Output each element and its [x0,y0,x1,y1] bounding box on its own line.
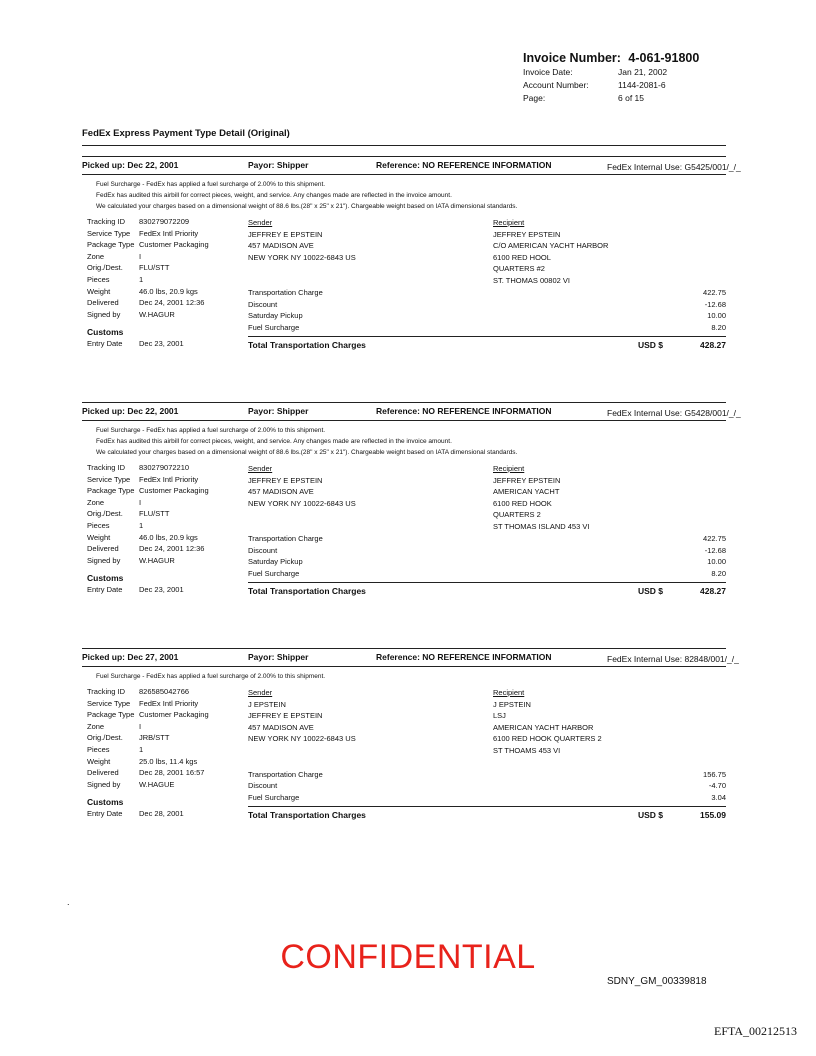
charge-name: Discount [248,545,278,555]
field-value-signed: W.HAGUR [139,309,175,319]
charge-name: Transportation Charge [248,534,323,543]
total-row [248,810,726,820]
field-value-service: FedEx Intl Priority [139,474,199,484]
sender-line: 457 MADISON AVE [248,722,314,732]
field-value-signed: W.HAGUE [139,779,175,789]
invoice-date-row [523,67,723,79]
charge-name: Discount [248,781,278,791]
field-label-origdest: Orig./Dest. [87,509,123,519]
customs-heading: Customs [87,573,124,584]
recipient-heading: Recipient [493,464,525,473]
recipient-line: QUARTERS 2 [493,510,541,520]
picked-up-date: Picked up: Dec 27, 2001 [82,652,179,662]
sender-line: JEFFREY E EPSTEIN [248,475,323,485]
field-label-package: Package Type [87,710,135,720]
charge-amount: -12.68 [704,545,726,555]
field-label-entry: Entry Date [87,809,123,819]
field-label-weight: Weight [87,756,111,766]
field-label-origdest: Orig./Dest. [87,263,123,273]
shipment-top-rule [82,648,726,649]
total-rule [248,582,726,583]
shipment-header-rule [82,666,726,667]
field-value-zone: I [139,251,142,261]
field-value-delivered: Dec 24, 2001 12:36 [139,544,205,554]
charge-amount: 422.75 [703,534,726,543]
field-label-pieces: Pieces [87,521,110,530]
title-rule [82,145,726,146]
charge-row [248,770,726,782]
shipment-note: Fuel Surcharge - FedEx has applied a fuel surcharge of 2.00% to this shipment. [96,427,326,434]
recipient-line: QUARTERS #2 [493,264,545,274]
field-value-entry: Dec 28, 2001 [139,809,184,819]
field-label-pieces: Pieces [87,275,110,284]
field-value-origdest: FLU/STT [139,263,170,273]
invoice-date-label: Invoice Date: [523,67,573,77]
account-number-row [523,80,723,92]
field-label-tracking: Tracking ID [87,217,126,226]
charge-row [248,546,726,558]
charge-name: Transportation Charge [248,288,323,297]
field-label-origdest: Orig./Dest. [87,733,123,743]
charge-row [248,288,726,300]
field-value-origdest: FLU/STT [139,509,170,519]
shipment-top-rule [82,402,726,403]
recipient-line: ST THOAMS 453 VI [493,745,561,755]
field-label-zone: Zone [87,251,105,261]
shipment-note: FedEx has audited this airbill for correct pieces, weight, and service. Any changes made are reflected in the invoice amount. [96,438,452,445]
shipment-header-rule [82,174,726,175]
sender-line: NEW YORK NY 10022-6843 US [248,734,356,744]
payor: Payor: Shipper [248,160,309,170]
total-label: Total Transportation Charges [248,810,366,821]
field-value-weight: 46.0 lbs, 20.9 kgs [139,286,198,296]
charges-table [248,534,726,580]
field-value-entry: Dec 23, 2001 [139,339,184,349]
recipient-block [493,463,589,533]
stray-dot: . [67,897,70,907]
customs-heading: Customs [87,797,124,808]
charge-amount: 8.20 [711,322,726,332]
charge-name: Discount [248,299,278,309]
field-label-signed: Signed by [87,309,121,319]
sender-block [248,217,356,263]
bates-number: SDNY_GM_00339818 [607,976,707,987]
invoice-date-value: Jan 21, 2002 [618,67,668,77]
shipment-top-rule [82,156,726,157]
invoice-number-value: 4-061-91800 [628,51,700,65]
charge-row [248,534,726,546]
charge-amount: -4.70 [708,781,726,791]
shipment-note: We calculated your charges based on a dimensional weight of 88.6 lbs.(28" x 25" x 21"). Chargeable weight based on IATA dimensional standards. [96,203,518,210]
field-label-delivered: Delivered [87,298,119,308]
invoice-number-label: Invoice Number: [523,51,621,65]
field-value-pieces: 1 [139,521,144,530]
sender-heading: Sender [248,688,273,697]
charge-name: Fuel Surcharge [248,322,300,332]
charges-table [248,288,726,334]
total-currency: USD $ [638,810,664,821]
sender-block [248,687,356,745]
charge-row [248,300,726,312]
charge-amount: 3.04 [711,792,726,802]
sender-line: JEFFREY E EPSTEIN [248,229,323,239]
field-label-tracking: Tracking ID [87,463,126,472]
field-value-signed: W.HAGUR [139,555,175,565]
invoice-number [523,51,699,65]
recipient-line: JEFFREY EPSTEIN [493,229,561,239]
recipient-line: C/O AMERICAN YACHT HARBOR [493,241,609,251]
charge-row [248,781,726,793]
field-label-zone: Zone [87,497,105,507]
charge-name: Transportation Charge [248,769,323,779]
field-label-service: Service Type [87,474,131,484]
recipient-heading: Recipient [493,688,525,697]
sender-block [248,463,356,509]
picked-up-date: Picked up: Dec 22, 2001 [82,406,179,416]
field-value-pieces: 1 [139,275,144,284]
sender-heading: Sender [248,218,273,227]
charge-amount: 422.75 [703,288,726,297]
charge-amount: 10.00 [707,311,726,321]
shipment-note: Fuel Surcharge - FedEx has applied a fuel surcharge of 2.00% to this shipment. [96,673,326,680]
charge-name: Fuel Surcharge [248,792,300,802]
recipient-line: ST. THOMAS 00802 VI [493,275,570,285]
field-label-service: Service Type [87,228,131,238]
field-value-package: Customer Packaging [139,710,209,720]
field-label-delivered: Delivered [87,768,119,778]
customs-heading: Customs [87,327,124,338]
sender-line: JEFFREY E EPSTEIN [248,711,323,721]
field-value-service: FedEx Intl Priority [139,228,199,238]
total-currency: USD $ [638,586,664,597]
field-label-signed: Signed by [87,779,121,789]
total-amount: 428.27 [700,340,726,351]
total-row [248,586,726,596]
field-label-delivered: Delivered [87,544,119,554]
charge-row [248,569,726,581]
sender-line: 457 MADISON AVE [248,487,314,497]
field-value-package: Customer Packaging [139,240,209,250]
field-value-tracking: 830279072210 [139,463,190,472]
charge-amount: 8.20 [711,568,726,578]
recipient-block [493,687,602,757]
field-value-tracking: 826585042766 [139,687,190,696]
field-value-tracking: 830279072209 [139,217,190,226]
sender-heading: Sender [248,464,273,473]
field-label-entry: Entry Date [87,339,123,349]
total-rule [248,806,726,807]
efta-number: EFTA_00212513 [714,1024,798,1038]
total-label: Total Transportation Charges [248,340,366,351]
page-value: 6 of 15 [618,93,644,103]
recipient-line: LSJ [493,711,506,721]
recipient-heading: Recipient [493,218,525,227]
field-label-weight: Weight [87,286,111,296]
field-label-weight: Weight [87,532,111,542]
field-value-package: Customer Packaging [139,486,209,496]
confidential-stamp: CONFIDENTIAL [280,938,536,976]
field-label-entry: Entry Date [87,585,123,595]
reference: Reference: NO REFERENCE INFORMATION [376,406,552,416]
charges-table [248,770,726,805]
field-label-package: Package Type [87,486,135,496]
field-label-zone: Zone [87,721,105,731]
shipment-note: Fuel Surcharge - FedEx has applied a fuel surcharge of 2.00% to this shipment. [96,181,326,188]
internal-use-code: FedEx Internal Use: G5428/001/_/_ [607,408,741,418]
page-row [523,93,723,105]
account-number-label: Account Number: [523,80,589,90]
charge-row [248,311,726,323]
internal-use-code: FedEx Internal Use: 82848/001/_/_ [607,654,739,664]
charge-name: Saturday Pickup [248,311,303,321]
shipment-note: We calculated your charges based on a dimensional weight of 88.6 lbs.(28" x 25" x 21"). Chargeable weight based on IATA dimensional standards. [96,449,518,456]
field-label-service: Service Type [87,698,131,708]
field-value-weight: 25.0 lbs, 11.4 kgs [139,756,198,766]
sender-line: J EPSTEIN [248,699,286,709]
charge-name: Fuel Surcharge [248,568,300,578]
charge-row [248,793,726,805]
field-value-delivered: Dec 28, 2001 16:57 [139,768,205,778]
recipient-line: JEFFREY EPSTEIN [493,475,561,485]
total-rule [248,336,726,337]
recipient-line: AMERICAN YACHT HARBOR [493,722,594,732]
page-label: Page: [523,93,546,103]
picked-up-date: Picked up: Dec 22, 2001 [82,160,179,170]
payor: Payor: Shipper [248,406,309,416]
field-label-tracking: Tracking ID [87,687,126,696]
recipient-line: ST THOMAS ISLAND 453 VI [493,521,590,531]
total-amount: 428.27 [700,586,726,597]
field-value-pieces: 1 [139,745,144,754]
total-row [248,340,726,350]
total-label: Total Transportation Charges [248,586,366,597]
shipment-header-rule [82,420,726,421]
internal-use-code: FedEx Internal Use: G5425/001/_/_ [607,162,741,172]
charge-amount: 10.00 [707,557,726,567]
charge-row [248,557,726,569]
field-value-zone: I [139,721,142,731]
charge-row [248,323,726,335]
field-value-origdest: JRB/STT [139,733,170,743]
reference: Reference: NO REFERENCE INFORMATION [376,160,552,170]
payor: Payor: Shipper [248,652,309,662]
account-number-value: 1144-2081-6 [618,80,666,90]
field-value-zone: I [139,497,142,507]
recipient-line: 6100 RED HOOL [493,252,551,262]
shipment-note: FedEx has audited this airbill for correct pieces, weight, and service. Any changes made are reflected in the invoice amount. [96,192,452,199]
total-currency: USD $ [638,340,664,351]
field-label-package: Package Type [87,240,135,250]
sender-line: NEW YORK NY 10022-6843 US [248,498,356,508]
field-value-service: FedEx Intl Priority [139,698,199,708]
charge-amount: -12.68 [704,299,726,309]
field-value-weight: 46.0 lbs, 20.9 kgs [139,532,198,542]
recipient-line: 6100 RED HOOK QUARTERS 2 [493,734,602,744]
reference: Reference: NO REFERENCE INFORMATION [376,652,552,662]
recipient-line: J EPSTEIN [493,699,531,709]
field-label-pieces: Pieces [87,745,110,754]
sender-line: NEW YORK NY 10022-6843 US [248,252,356,262]
document-title: FedEx Express Payment Type Detail (Original) [82,128,290,139]
field-value-delivered: Dec 24, 2001 12:36 [139,298,205,308]
field-value-entry: Dec 23, 2001 [139,585,184,595]
recipient-line: 6100 RED HOOK [493,498,552,508]
total-amount: 155.09 [700,810,726,821]
field-label-signed: Signed by [87,555,121,565]
recipient-line: AMERICAN YACHT [493,487,560,497]
recipient-block [493,217,608,287]
charge-amount: 156.75 [703,769,726,779]
charge-name: Saturday Pickup [248,557,303,567]
sender-line: 457 MADISON AVE [248,241,314,251]
